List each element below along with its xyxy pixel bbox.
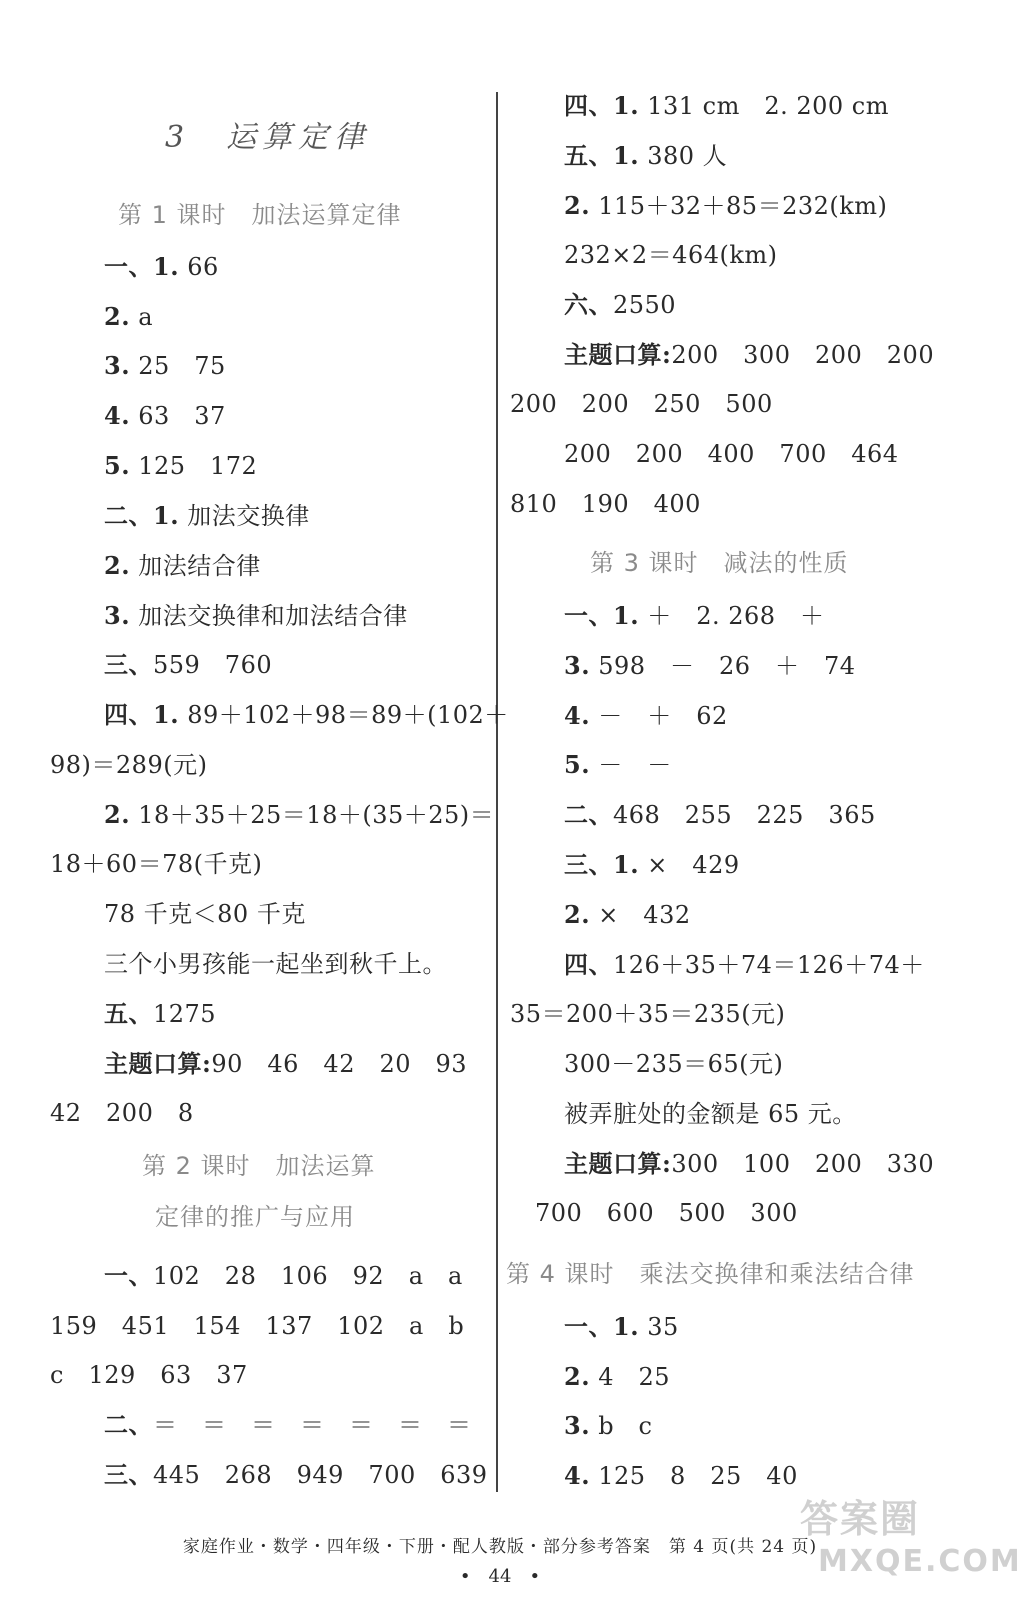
- answer-label: 5.: [104, 451, 131, 480]
- answer-label: 2.: [564, 191, 591, 220]
- answer-text: 559 760: [153, 651, 273, 679]
- right-answer-line: [564, 1312, 679, 1342]
- answer-text: 2550: [613, 291, 677, 319]
- answer-label: 4.: [564, 701, 591, 730]
- right-lesson-heading: 第 4 课时 乘法交换律和乘法结合律: [506, 1260, 915, 1288]
- watermark-mark: 答案圈: [800, 1497, 921, 1541]
- left-answer-line: [50, 849, 262, 879]
- answer-text: 63 37: [130, 402, 226, 430]
- left-answer-line: [104, 800, 494, 830]
- answer-text: 被弄脏处的金额是 65 元。: [564, 1100, 857, 1128]
- right-lesson-heading: 第 3 课时 减法的性质: [590, 549, 849, 577]
- answer-text: 三个小男孩能一起坐到秋千上。: [104, 950, 447, 978]
- answer-text: 445 268 949 700 639: [153, 1461, 488, 1489]
- right-answer-line: [564, 900, 691, 930]
- answer-text: 102 28 106 92 a a: [153, 1262, 463, 1290]
- answer-label: 3.: [564, 1411, 591, 1440]
- answer-text: ＝ ＝ ＝ ＝ ＝ ＝ ＝: [153, 1411, 472, 1439]
- left-answer-line: [104, 1261, 463, 1291]
- answer-text: × 432: [590, 901, 691, 929]
- answer-text: 89＋102＋98＝89＋(102＋: [179, 701, 509, 729]
- left-answer-line: [104, 949, 447, 979]
- answer-label: 一、1.: [104, 252, 180, 281]
- answer-text: 131 cm 2. 200 cm: [639, 92, 889, 120]
- answer-label: 四、1.: [564, 91, 640, 120]
- answer-label: 5.: [564, 750, 591, 779]
- left-answer-line: [50, 1311, 464, 1341]
- answer-text: 25 75: [130, 352, 226, 380]
- answer-label: 二、: [104, 1410, 153, 1439]
- answer-text: 115＋32＋85＝232(km): [590, 192, 888, 220]
- answer-label: 二、: [564, 800, 613, 829]
- answer-label: 3.: [104, 351, 131, 380]
- answer-text: 4 25: [590, 1363, 670, 1391]
- answer-text: 42 200 8: [50, 1099, 194, 1127]
- left-answer-line: [104, 551, 261, 581]
- right-answer-line: [564, 701, 728, 731]
- answer-label: 2.: [564, 900, 591, 929]
- watermark-logo: [800, 1488, 1022, 1598]
- right-answer-line: [564, 91, 889, 121]
- left-lesson-heading: 第 2 课时 加法运算: [142, 1152, 376, 1180]
- right-answer-line: [564, 290, 676, 320]
- answer-label: 一、1.: [564, 601, 640, 630]
- left-answer-line: [104, 601, 408, 631]
- answer-text: 126＋35＋74＝126＋74＋: [613, 951, 925, 979]
- right-answer-line: [564, 651, 856, 681]
- answer-label: 四、1.: [104, 700, 180, 729]
- right-answer-line: [564, 1411, 653, 1441]
- column-divider: [496, 92, 498, 1492]
- answer-text: c 129 63 37: [50, 1361, 248, 1389]
- answer-label: 主题口算:: [104, 1049, 212, 1078]
- left-answer-line: [104, 1410, 472, 1440]
- left-answer-line: [104, 1460, 488, 1490]
- left-answer-line: [104, 451, 257, 481]
- left-answer-line: [50, 1098, 194, 1128]
- answer-label: 二、1.: [104, 501, 180, 530]
- answer-text: 18＋35＋25＝18＋(35＋25)＝: [130, 801, 495, 829]
- answer-text: 468 255 225 365: [613, 801, 876, 829]
- left-answer-line: [104, 650, 272, 680]
- right-answer-line: [510, 489, 701, 519]
- right-answer-line: [564, 340, 934, 370]
- answer-text: 300 100 200 330: [671, 1150, 935, 1178]
- right-answer-line: [564, 850, 740, 880]
- answer-text: － ＋ 62: [590, 702, 728, 730]
- answer-text: 300－235＝65(元): [564, 1050, 784, 1078]
- right-answer-line: [564, 750, 672, 780]
- right-answer-line: [564, 800, 876, 830]
- answer-label: 五、1.: [564, 141, 640, 170]
- answer-text: 加法交换律和加法结合律: [130, 602, 408, 630]
- answer-label: 4.: [104, 401, 131, 430]
- left-answer-line: [104, 700, 509, 730]
- answer-text: a: [130, 303, 153, 331]
- answer-text: b c: [590, 1412, 653, 1440]
- right-answer-line: [564, 1049, 783, 1079]
- answer-text: 18＋60＝78(千克): [50, 850, 263, 878]
- right-answer-line: [564, 1099, 857, 1129]
- left-answer-line: [104, 401, 226, 431]
- answer-text: ＋ 2. 268 ＋: [639, 602, 825, 630]
- right-answer-line: [510, 999, 785, 1029]
- answer-text: 159 451 154 137 102 a b: [50, 1312, 465, 1340]
- right-answer-line: [564, 141, 727, 171]
- right-answer-line: [564, 240, 778, 270]
- right-answer-line: [564, 601, 825, 631]
- answer-text: 35: [639, 1313, 679, 1341]
- answer-label: 三、: [104, 650, 153, 679]
- answer-text: 598 － 26 ＋ 74: [590, 652, 856, 680]
- answer-text: 78 千克＜80 千克: [104, 900, 306, 928]
- answer-label: 六、: [564, 290, 613, 319]
- right-answer-line: [564, 950, 925, 980]
- answer-text: 125 172: [130, 452, 258, 480]
- left-lesson-heading: 第 1 课时 加法运算定律: [118, 201, 402, 229]
- answer-text: 200 300 200 200: [671, 341, 935, 369]
- answer-text: 125 8 25 40: [590, 1462, 798, 1490]
- answer-text: － －: [590, 751, 672, 779]
- answer-label: 一、: [104, 1261, 153, 1290]
- answer-label: 四、: [564, 950, 613, 979]
- answer-text: 200 200 400 700 464: [564, 440, 899, 468]
- answer-label: 一、1.: [564, 1312, 640, 1341]
- left-answer-line: [104, 252, 219, 282]
- answer-label: 4.: [564, 1461, 591, 1490]
- answer-label: 2.: [104, 800, 131, 829]
- answer-label: 主题口算:: [564, 1149, 672, 1178]
- answer-text: 232×2＝464(km): [564, 241, 778, 269]
- answer-text: 98)＝289(元): [50, 751, 208, 779]
- answer-text: 加法结合律: [130, 552, 261, 580]
- left-answer-line: [104, 899, 306, 929]
- answer-label: 3.: [104, 601, 131, 630]
- answer-text: × 429: [639, 851, 740, 879]
- right-answer-line: [510, 389, 773, 419]
- left-lesson-heading: 定律的推广与应用: [155, 1203, 355, 1231]
- answer-label: 2.: [104, 551, 131, 580]
- answer-text: 810 190 400: [510, 490, 701, 518]
- chapter-title: 3 运算定律: [165, 120, 371, 155]
- page-footer: 家庭作业・数学・四年级・下册・配人教版・部分参考答案 第 4 页(共 24 页): [182, 1537, 818, 1557]
- left-answer-line: [104, 501, 310, 531]
- answer-text: 加法交换律: [179, 502, 310, 530]
- answer-text: 90 46 42 20 93: [211, 1050, 468, 1078]
- right-answer-line: [564, 1362, 670, 1392]
- left-answer-line: [104, 999, 216, 1029]
- left-answer-line: [104, 351, 226, 381]
- answer-label: 主题口算:: [564, 340, 672, 369]
- right-answer-line: [564, 1461, 798, 1491]
- answer-text: 200 200 250 500: [510, 390, 773, 418]
- answer-text: 66: [179, 253, 219, 281]
- page-number: • 44 •: [459, 1566, 541, 1587]
- left-answer-line: [50, 1360, 248, 1390]
- watermark-url: MXQE.COM: [818, 1544, 1022, 1579]
- answer-label: 2.: [104, 302, 131, 331]
- right-answer-line: [535, 1198, 798, 1228]
- answer-label: 五、: [104, 999, 153, 1028]
- answer-text: 1275: [153, 1000, 217, 1028]
- answer-label: 2.: [564, 1362, 591, 1391]
- answer-label: 三、: [104, 1460, 153, 1489]
- answer-text: 700 600 500 300: [535, 1199, 798, 1227]
- answer-text: 35＝200＋35＝235(元): [510, 1000, 786, 1028]
- right-answer-line: [564, 1149, 934, 1179]
- answer-label: 3.: [564, 651, 591, 680]
- left-answer-line: [104, 302, 153, 332]
- left-answer-line: [104, 1049, 467, 1079]
- right-answer-line: [564, 439, 899, 469]
- answer-text: 380 人: [639, 142, 728, 170]
- right-answer-line: [564, 191, 887, 221]
- left-answer-line: [50, 750, 207, 780]
- answer-label: 三、1.: [564, 850, 640, 879]
